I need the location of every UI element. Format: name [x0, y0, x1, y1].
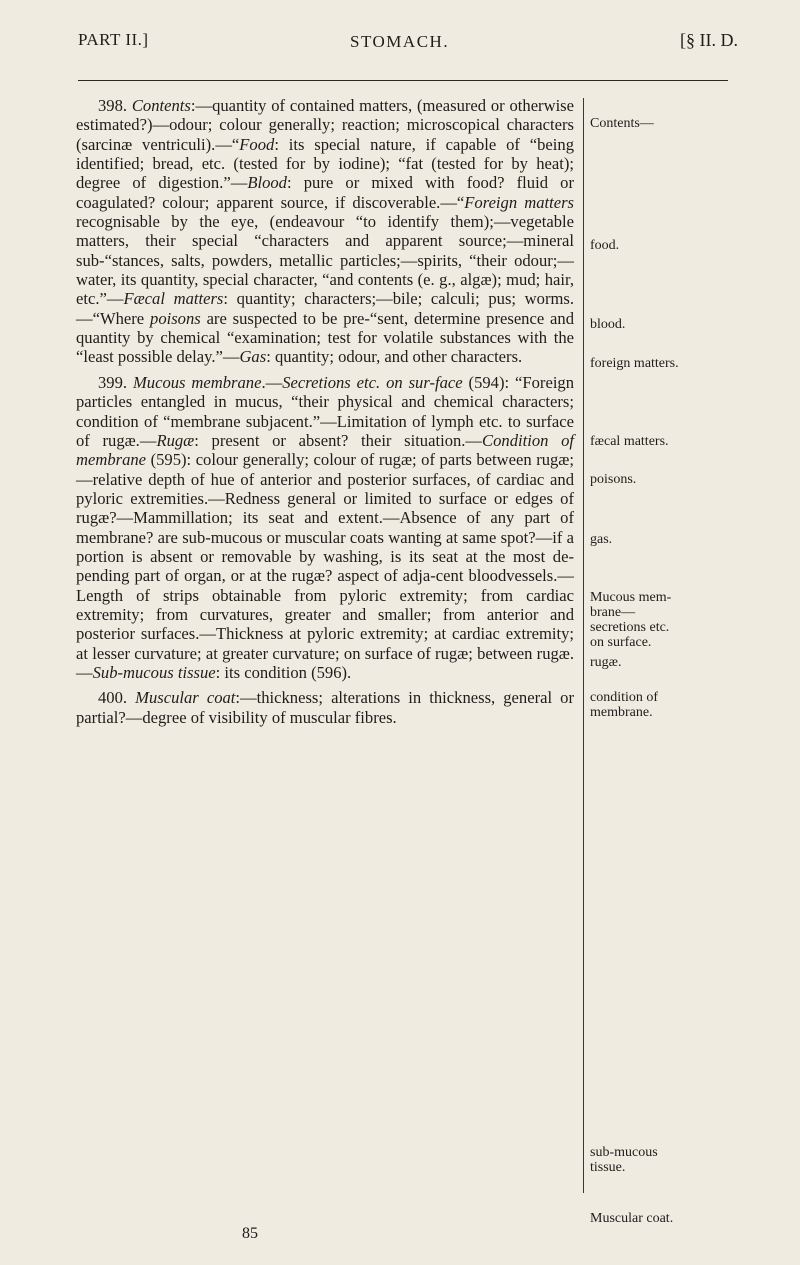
- margin-note-line: brane—: [590, 605, 636, 620]
- header-title: STOMACH.: [350, 32, 450, 51]
- italic-term: Mucous membrane: [132, 372, 262, 392]
- running-header: [78, 30, 738, 64]
- italic-term: Rugæ: [156, 430, 195, 450]
- italic-term: poisons: [150, 308, 201, 328]
- italic-term: Food: [239, 134, 275, 154]
- margin-note: [590, 356, 728, 371]
- page-footer: [0, 1225, 800, 1243]
- paragraph-2: [76, 373, 574, 683]
- header-section: [§ II. D.: [680, 30, 738, 50]
- margin-note-line: secretions etc.: [590, 620, 670, 635]
- margin-note-line: on surface.: [590, 635, 652, 650]
- italic-term: Contents: [131, 96, 191, 115]
- margin-note: [590, 590, 728, 650]
- margin-note: [590, 1145, 728, 1175]
- text-run: 400.: [98, 688, 136, 708]
- header-part: PART II.]: [78, 30, 149, 49]
- text-run: 398.: [98, 96, 132, 115]
- text-run: are suspected to be pre-“sent, determine presence and quantity by chemical “examination; test for volatile substances with the “least possible delay.”—: [76, 308, 574, 367]
- margin-note: [590, 690, 728, 720]
- italic-term: Muscular coat: [135, 688, 236, 708]
- italic-term: Foreign matters: [464, 192, 574, 212]
- margin-note-line: Mucous mem-: [590, 590, 672, 605]
- margin-rule: [583, 98, 584, 1193]
- text-run: (595): colour generally; colour of rugæ; of parts between rugæ;—relative depth of hue of anterior and posterior surfaces, of cardiac and pyloric extremities.—Redness general or limited to surface or edges of rugæ?—Mammillation; its seat and extent.—Absence of any part of membrane? are sub-mucous or muscular coats wanting at same spot?—if a portion is absent or removable by washing, is its seat at the most de-pending part of organ, or at the rugæ? aspect of adja-cent bloodvessels.—Length of strips obtainable from pyloric extremity; from cardiac extremity; from curvatures, greater and smaller; from anterior and posterior surfaces.—Thickness at pyloric extremity; at cardiac extremity; at lesser curvature; at greater curvature; on surface of rugæ; between rugæ.—: [76, 450, 574, 682]
- margin-note: [590, 238, 728, 253]
- paragraph-1: [76, 96, 574, 367]
- margin-note: [590, 655, 728, 670]
- margin-note: [590, 472, 728, 487]
- text-run: 399.: [98, 372, 133, 392]
- margin-note-line: tissue.: [590, 1160, 626, 1175]
- margin-note-line: Muscular coat.: [590, 1211, 674, 1226]
- italic-term: Sub-mucous tissue: [92, 662, 216, 682]
- text-run: : its special nature, if capable of “being identified; bread, etc. (tested for by iodine); “fat (tested for by heat); degree of digestion.”—: [76, 134, 574, 193]
- margin-note-line: gas.: [590, 532, 613, 547]
- margin-note-line: poisons.: [590, 472, 637, 487]
- margin-note: [590, 116, 728, 131]
- text-run: : quantity; characters;—bile; calculi; pus; worms.—“Where: [76, 289, 575, 328]
- paragraph-3: [76, 688, 574, 727]
- margin-note-line: sub-mucous: [590, 1145, 658, 1160]
- margin-note-line: condition of: [590, 690, 659, 705]
- text-run: : quantity; odour, and other characters.: [266, 347, 523, 367]
- margin-note: [590, 317, 728, 332]
- margin-note-line: foreign matters.: [590, 356, 679, 371]
- text-run: : pure or mixed with food? fluid or coagulated? colour; apparent source, if discoverable.—“: [76, 173, 574, 212]
- text-run: : present or absent? their situation.—: [194, 430, 483, 450]
- margin-note: [590, 1211, 728, 1226]
- body-text: [76, 96, 574, 733]
- margin-note: [590, 434, 728, 449]
- italic-term: Gas: [239, 347, 267, 367]
- text-run: .—: [261, 372, 283, 392]
- page-number: 85: [242, 1225, 258, 1242]
- text-run: : its condition (596).: [215, 662, 352, 682]
- italic-term: Condition of membrane: [76, 430, 574, 470]
- text-run: recognisable by the eye, (endeavour “to identify them);—vegetable matters, their special “characters and apparent source;—mineral sub-“stances, salts, powders, metallic particles;—spirits, “their odour;—water, its quantity, special character, “and contents (e. g., algæ); mud; hair, etc.”—: [76, 212, 574, 309]
- margin-note: [590, 532, 728, 547]
- margin-note-line: membrane.: [590, 705, 653, 720]
- margin-note-line: fæcal matters.: [590, 434, 669, 449]
- margin-notes: [590, 96, 730, 1226]
- text-run: (594): “Foreign particles entangled in mucus, “their physical and chemical characters; condition of “membrane subjacent.”—Limitation of lymph etc. to surface of rugæ.—: [76, 372, 575, 450]
- italic-term: Secretions etc. on sur-face: [282, 372, 463, 392]
- italic-term: Blood: [247, 173, 287, 193]
- margin-note-line: blood.: [590, 317, 626, 332]
- margin-note-line: Contents—: [590, 116, 654, 131]
- text-run: :—quantity of contained matters, (measured or otherwise estimated?)—odour; colour generally; reaction; microscopical characters (sarcinæ ventriculi).—“: [76, 96, 575, 154]
- header-rule: [78, 80, 728, 81]
- text-run: :—thickness; alterations in thickness, general or partial?—degree of visibility of muscular fibres.: [76, 688, 575, 727]
- margin-note-line: rugæ.: [590, 655, 622, 670]
- italic-term: Fæcal matters: [123, 289, 224, 309]
- margin-note-line: food.: [590, 238, 620, 253]
